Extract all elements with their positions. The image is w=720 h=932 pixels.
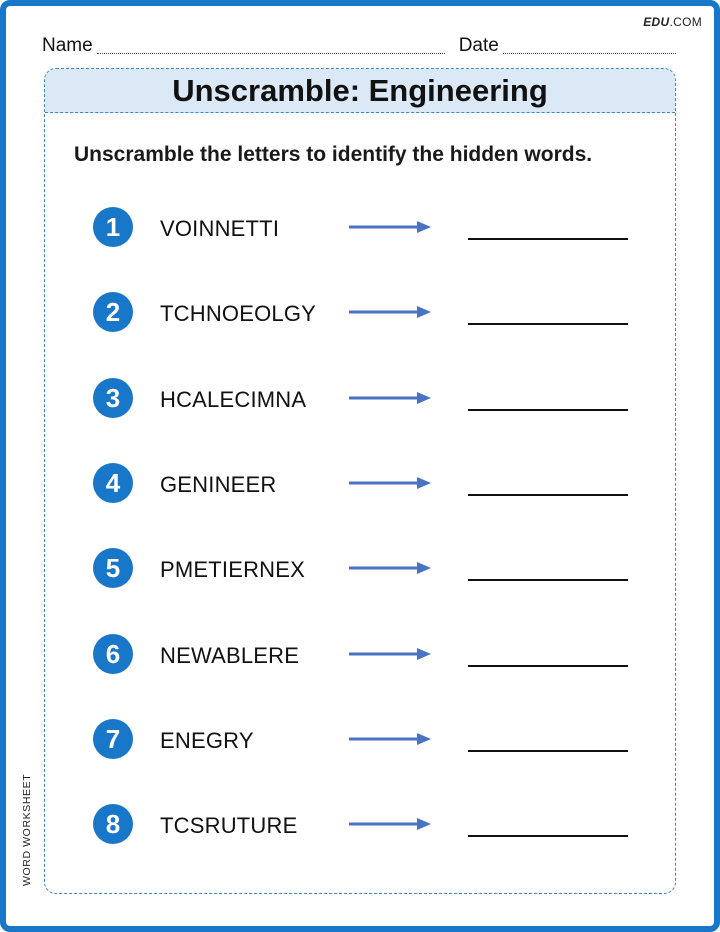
item-number-badge: 6 <box>93 634 133 674</box>
arrow-right-icon <box>349 220 431 234</box>
scrambled-word: HCALECIMNA <box>160 387 307 412</box>
scrambled-word: NEWABLERE <box>160 643 300 668</box>
name-label: Name <box>42 35 93 56</box>
item-number-badge: 5 <box>93 548 133 588</box>
list-item <box>45 547 675 591</box>
item-number-badge: 2 <box>93 292 133 332</box>
item-number-badge: 1 <box>93 207 133 247</box>
arrow-right-icon <box>349 561 431 575</box>
brand-suffix: .COM <box>669 15 702 29</box>
answer-line[interactable] <box>468 323 628 325</box>
answer-line[interactable] <box>468 665 628 667</box>
item-number-badge: 4 <box>93 463 133 503</box>
answer-line[interactable] <box>468 579 628 581</box>
arrow-right-icon <box>349 647 431 661</box>
scrambled-word: TCHNOEOLGY <box>160 301 317 326</box>
scrambled-word: VOINNETTI <box>160 216 280 241</box>
list-item <box>45 377 675 421</box>
scrambled-word: ENEGRY <box>160 728 254 753</box>
brand-logo <box>643 15 702 29</box>
name-date-row <box>42 36 676 56</box>
list-item <box>45 633 675 677</box>
answer-line[interactable] <box>468 238 628 240</box>
arrow-right-icon <box>349 391 431 405</box>
list-item <box>45 718 675 762</box>
list-item <box>45 206 675 250</box>
arrow-right-icon <box>349 817 431 831</box>
brand-prefix: EDU <box>643 15 670 29</box>
date-field[interactable] <box>503 53 676 54</box>
scrambled-word: TCSRUTURE <box>160 813 298 838</box>
answer-line[interactable] <box>468 494 628 496</box>
title-bar <box>45 69 675 113</box>
item-number-badge: 3 <box>93 378 133 418</box>
side-label: WORD WORKSHEET <box>21 773 33 886</box>
instructions: Unscramble the letters to identify the hidden words. <box>74 143 593 166</box>
item-number-badge: 7 <box>93 719 133 759</box>
arrow-right-icon <box>349 476 431 490</box>
date-label: Date <box>458 35 499 56</box>
answer-line[interactable] <box>468 750 628 752</box>
scrambled-word: GENINEER <box>160 472 277 497</box>
list-item <box>45 462 675 506</box>
scrambled-word: PMETIERNEX <box>160 557 306 582</box>
answer-line[interactable] <box>468 835 628 837</box>
name-field[interactable] <box>97 53 445 54</box>
arrow-right-icon <box>349 732 431 746</box>
list-item <box>45 803 675 847</box>
worksheet-card <box>44 68 676 894</box>
answer-line[interactable] <box>468 409 628 411</box>
arrow-right-icon <box>349 305 431 319</box>
item-number-badge: 8 <box>93 804 133 844</box>
page-title: Unscramble: Engineering <box>172 72 548 108</box>
list-item <box>45 291 675 335</box>
